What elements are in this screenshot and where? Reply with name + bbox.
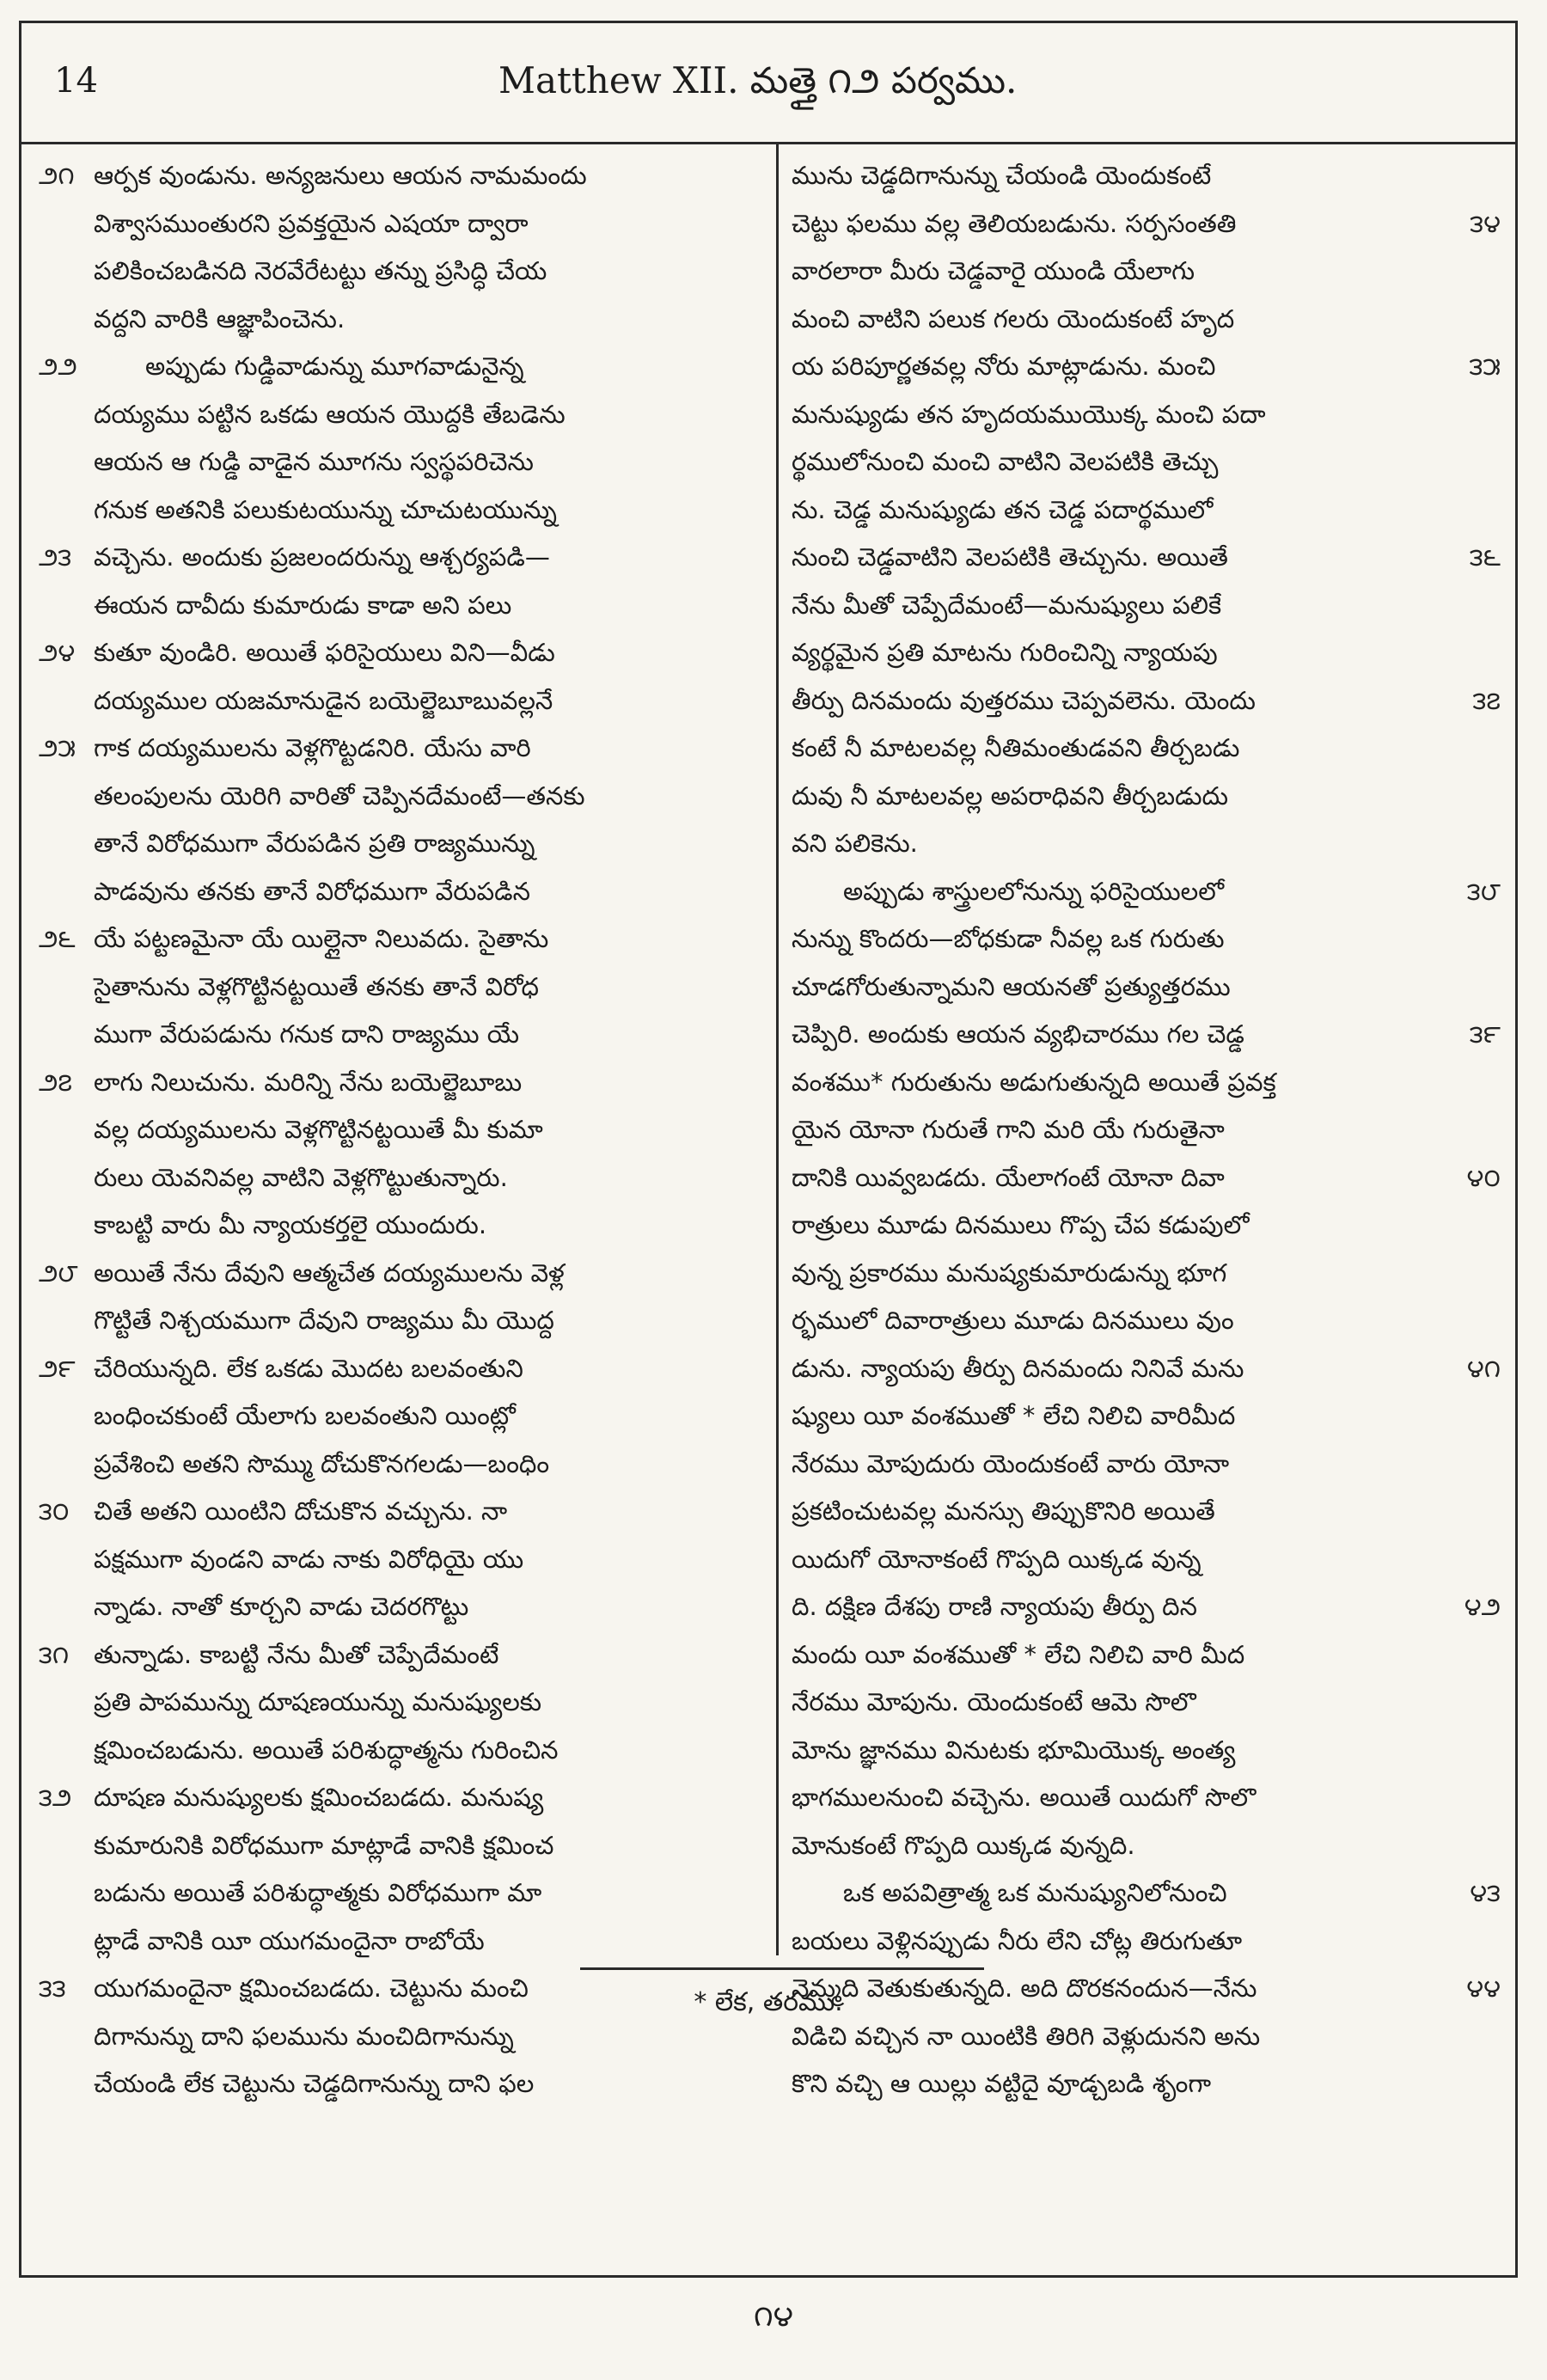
verse-number: ౨౩: [39, 542, 72, 572]
line-text: చేయండి లేక చెట్టును చెడ్డదిగానున్ను దాని ఫల: [94, 2069, 535, 2098]
text-line: [39, 1536, 765, 1584]
text-line: [792, 391, 1501, 439]
line-text: అయితే నేను దేవుని ఆత్మచేత దయ్యములను వెళ్ల: [94, 1257, 565, 1288]
text-line: [39, 1631, 765, 1679]
line-text: వని పలికెను.: [792, 829, 918, 858]
text-line: [39, 248, 765, 296]
line-text: కుమారునికి విరోధముగా మాట్లాడే వానికి క్షమించ: [94, 1830, 554, 1860]
verse-number: ౨౫: [39, 733, 76, 762]
line-text: యే పట్టణమైనా యే యిల్లైనా నిలువదు. సైతాను: [94, 924, 549, 953]
text-line: [39, 438, 765, 486]
text-line: [792, 296, 1501, 344]
footnote-rule: [580, 1967, 984, 1970]
verse-number: ౩౧: [39, 1639, 70, 1669]
page-frame: [19, 21, 1518, 2278]
text-line: [39, 1392, 765, 1441]
line-text: చెప్పిరి. అందుకు ఆయన వ్యభిచారము గల చెడ్డ: [792, 1019, 1244, 1049]
text-line: [792, 486, 1501, 535]
text-line: [39, 1250, 765, 1298]
line-text: దిగానున్ను దాని ఫలమును మంచిదిగానున్ను: [94, 2021, 514, 2051]
line-text: నెమ్మది వెతుకుతున్నది. అది దొరకనందున—నేను: [792, 1973, 1257, 2003]
verse-number: ౩౮: [1466, 876, 1501, 906]
line-text: మనుష్యుడు తన హృదయముయొక్క మంచి పదా: [792, 399, 1266, 429]
text-line: [39, 820, 765, 868]
text-line: [792, 725, 1501, 773]
text-line: [39, 1727, 765, 1775]
running-header: [21, 23, 1515, 144]
text-line: [39, 2060, 765, 2108]
line-text: మోను జ్ఞానము వినుటకు భూమియొక్క అంత్య: [792, 1735, 1236, 1765]
verse-number: ౩౦: [39, 1496, 70, 1526]
line-text: కంటే నీ మాటలవల్ల నీతిమంతుడవని తీర్చబడు: [792, 733, 1240, 762]
line-text: సైతానును వెళ్లగొట్టినట్టయితే తనకు తానే విరోధ: [94, 971, 539, 1001]
verse-number: ౪౧: [1466, 1353, 1501, 1383]
text-line: [39, 1488, 765, 1536]
text-line: [792, 773, 1501, 821]
text-line: [792, 152, 1501, 200]
verse-number: ౪౪: [1466, 1973, 1501, 2003]
text-line: [792, 1154, 1501, 1202]
line-text: తున్నాడు. కాబట్టి నేను మీతో చెప్పేదేమంటే: [94, 1639, 499, 1669]
line-text: దువు నీ మాటలవల్ల అపరాధివని తీర్చబడుదు: [792, 780, 1229, 811]
line-text: గొట్టితే నిశ్చయముగా దేవుని రాజ్యము మీ యొద్ద: [94, 1306, 554, 1335]
line-text: న్నాడు. నాతో కూర్చని వాడు చెదరగొట్టు: [94, 1592, 469, 1621]
text-line: [39, 1822, 765, 1870]
line-text: వ్యర్థమైన ప్రతి మాటను గురించిన్ని న్యాయపు: [792, 638, 1218, 667]
text-line: [39, 1059, 765, 1107]
text-line: [792, 820, 1501, 868]
line-text: క్షమించబడును. అయితే పరిశుద్ధాత్మను గురించిన: [94, 1735, 559, 1765]
text-line: [39, 534, 765, 582]
line-text: కాబట్టి వారు మీ న్యాయకర్తలై యుందురు.: [94, 1210, 487, 1239]
line-text: ర్థములోనుంచి మంచి వాటిని వెలపటికి తెచ్చు: [792, 447, 1219, 476]
line-text: నున్ను కొందరు—బోధకుడా నీవల్ల ఒక గురుతు: [792, 924, 1225, 953]
text-line: [792, 582, 1501, 630]
line-text: ర్భములో దివారాత్రులు మూడు దినములు వుం: [792, 1306, 1234, 1335]
verse-number: ౨౧: [39, 161, 75, 190]
line-text: యుగమందైనా క్షమించబడదు. చెట్టును మంచి: [94, 1973, 529, 2003]
text-line: [792, 1059, 1501, 1107]
text-line: [792, 343, 1501, 391]
line-text: యిదుగో యోనాకంటే గొప్పది యిక్కడ వున్న: [792, 1544, 1202, 1574]
verse-number: ౪౩: [1470, 1878, 1501, 1907]
text-line: [792, 1392, 1501, 1441]
line-text: మందు యీ వంశముతో * లేచి నిలిచి వారి మీద: [792, 1639, 1245, 1669]
text-line: [792, 248, 1501, 296]
footnote: * లేక, తరము.: [694, 1987, 843, 2017]
line-text: వద్దని వారికి ఆజ్ఞాపించెను.: [94, 303, 345, 333]
line-text: వచ్చెను. అందుకు ప్రజలందరున్ను ఆశ్చర్యపడి—: [94, 542, 550, 572]
page-number: 14: [54, 61, 98, 101]
line-text: గాక దయ్యములను వెళ్లగొట్టడనిరి. యేసు వారి: [94, 733, 531, 762]
text-line: [39, 1918, 765, 1966]
line-text: విశ్వాసముంతురని ప్రవక్తయైన ఎషయా ద్వారా: [94, 208, 529, 238]
line-text: వారలారా మీరు చెడ్డవారై యుండి యేలాగు: [792, 256, 1195, 285]
line-text: ష్యులు యీ వంశముతో * లేచి నిలిచి వారిమీద: [792, 1401, 1236, 1430]
line-text: చితే అతని యింటిని దోచుకొన వచ్చును. నా: [94, 1496, 508, 1526]
line-text: అప్పుడు శాస్త్రులలోనున్ను ఫరిసైయులలో: [843, 876, 1225, 906]
line-text: య పరిపూర్ణతవల్ల నోరు మాట్లాడును. మంచి: [792, 352, 1216, 381]
text-line: [39, 1297, 765, 1345]
verse-number: ౨౮: [39, 1257, 78, 1288]
text-line: [39, 629, 765, 677]
text-line: [792, 1583, 1501, 1631]
verse-number: ౩౪: [1470, 208, 1501, 238]
text-line: [39, 296, 765, 344]
line-text: గనుక అతనికి పలుకుటయున్ను చూచుటయున్ను: [94, 494, 557, 524]
text-line: [39, 582, 765, 630]
verse-number: ౩౨: [39, 1783, 72, 1812]
line-text: ప్రతి పాపమున్ను దూషణయున్ను మనుష్యులకు: [94, 1687, 541, 1716]
line-text: బడును అయితే పరిశుద్ధాత్మకు విరోధముగా మా: [94, 1878, 542, 1907]
line-text: మంచి వాటిని పలుక గలరు యెందుకంటే హృద: [792, 303, 1235, 333]
text-line: [39, 200, 765, 248]
verse-number: ౨౪: [39, 638, 76, 667]
line-text: నేరము మోపుదురు యెందుకంటే వారు యోనా: [792, 1448, 1230, 1478]
line-text: బయలు వెళ్లినప్పుడు నీరు లేని చోట్ల తిరుగుతూ: [792, 1925, 1243, 1955]
line-text: ది. దక్షిణ దేశపు రాణి న్యాయపు తీర్పు దిన: [792, 1592, 1197, 1621]
line-text: తానే విరోధముగా వేరుపడిన ప్రతి రాజ్యమున్ను: [94, 829, 535, 858]
verse-number: ౩౬: [1469, 542, 1501, 572]
line-text: పలికించబడినది నెరవేరేటట్టు తన్ను ప్రసిద్ధి చేయ: [94, 256, 547, 285]
verse-number: ౩౭: [1472, 685, 1501, 715]
text-line: [39, 1869, 765, 1918]
text-line: [792, 1106, 1501, 1154]
line-text: ఆర్పక వుండును. అన్యజనులు ఆయన నామమందు: [94, 161, 587, 190]
line-text: భాగములనుంచి వచ్చెను. అయితే యిదుగో సొలొ: [792, 1783, 1257, 1812]
line-text: పాడవును తనకు తానే విరోధముగా వేరుపడిన: [94, 876, 530, 906]
verse-number: ౩౫: [1469, 352, 1501, 381]
verse-number: ౪౨: [1464, 1592, 1501, 1621]
text-line: [39, 773, 765, 821]
text-line: [39, 1441, 765, 1489]
right-column: [792, 152, 1501, 2098]
text-line: [39, 1345, 765, 1393]
line-text: కుతూ వుండిరి. అయితే ఫరిసైయులు విని—వీడు: [94, 638, 555, 667]
left-column: [39, 152, 765, 2098]
text-line: [39, 1583, 765, 1631]
line-text: పక్షముగా వుండని వాడు నాకు విరోధియై యు: [94, 1544, 524, 1574]
line-text: వంశము* గురుతును అడుగుతున్నది అయితే ప్రవక్త: [792, 1067, 1276, 1097]
text-line: [39, 152, 765, 200]
text-line: [39, 486, 765, 535]
line-text: నేను మీతో చెప్పేదేమంటే—మనుష్యులు పలికే: [792, 590, 1222, 620]
text-line: [792, 1250, 1501, 1298]
column-divider: [776, 142, 779, 1955]
text-line: [792, 1441, 1501, 1489]
text-line: [792, 438, 1501, 486]
line-text: నేరము మోపును. యెందుకంటే ఆమె సొలొ: [792, 1687, 1196, 1716]
line-text: అప్పుడు గుడ్డివాడున్ను మూగవాడునైన్న: [145, 352, 524, 381]
text-line: [39, 964, 765, 1012]
text-line: [39, 391, 765, 439]
line-text: ఒక అపవిత్రాత్మ ఒక మనుష్యునిలోనుంచి: [843, 1878, 1227, 1907]
text-line: [792, 1869, 1501, 1918]
header-title: Matthew XII. మత్తై ౧౨ పర్వము.: [498, 59, 1018, 101]
text-line: [792, 1774, 1501, 1822]
verse-number: ౪౦: [1466, 1162, 1501, 1192]
text-line: [792, 1679, 1501, 1727]
verse-number: ౩౯: [1469, 1019, 1501, 1049]
line-text: ప్రకటించుటవల్ల మనస్సు తిప్పుకొనిరి అయితే: [792, 1496, 1215, 1526]
text-line: [792, 915, 1501, 964]
line-text: చేరియున్నది. లేక ఒకడు మొదట బలవంతుని: [94, 1353, 523, 1383]
text-line: [792, 1011, 1501, 1059]
line-text: తలంపులను యెరిగి వారితో చెప్పినదేమంటే—తనకు: [94, 780, 585, 811]
text-line: [792, 1488, 1501, 1536]
text-line: [39, 1011, 765, 1059]
text-line: [792, 868, 1501, 916]
text-line: [792, 200, 1501, 248]
text-line: [792, 629, 1501, 677]
text-line: [792, 1536, 1501, 1584]
text-line: [39, 343, 765, 391]
line-text: వల్ల దయ్యములను వెళ్లగొట్టినట్టయితే మీ కుమా: [94, 1115, 543, 1144]
text-line: [792, 1918, 1501, 1966]
line-text: దానికి యివ్వబడదు. యేలాగంటే యోనా దివా: [792, 1162, 1225, 1192]
line-text: ట్లాడే వానికి యీ యుగమందైనా రాబోయే: [94, 1925, 485, 1955]
line-text: ను. చెడ్డ మనుష్యుడు తన చెడ్డ పదార్థములో: [792, 494, 1214, 524]
text-line: [792, 534, 1501, 582]
line-text: కొని వచ్చి ఆ యిల్లు వట్టిదై వూడ్చబడి శృంగా: [792, 2069, 1212, 2098]
verse-number: ౨౯: [39, 1353, 76, 1383]
line-text: తీర్పు దినమందు వుత్తరము చెప్పవలెను. యెందు: [792, 685, 1256, 715]
text-line: [39, 1154, 765, 1202]
text-line: [792, 1727, 1501, 1775]
line-text: డును. న్యాయపు తీర్పు దినమందు నినివే మను: [792, 1353, 1244, 1383]
text-line: [39, 1106, 765, 1154]
line-text: దయ్యముల యజమానుడైన బయెల్జెబూబువల్లనే: [94, 685, 553, 715]
line-text: ప్రవేశించి అతని సొమ్ము దోచుకొనగలడు—బంధిం: [94, 1448, 550, 1478]
line-text: బంధించకుంటే యేలాగు బలవంతుని యింట్లో: [94, 1401, 516, 1430]
text-line: [792, 677, 1501, 725]
text-line: [39, 1774, 765, 1822]
text-line: [792, 1345, 1501, 1393]
text-line: [792, 2060, 1501, 2108]
text-line: [792, 964, 1501, 1012]
text-line: [39, 1202, 765, 1250]
line-text: ఆయన ఆ గుడ్డి వాడైన మూగను స్వస్థపరిచెను: [94, 447, 534, 476]
line-text: రులు యెవనివల్ల వాటిని వెళ్లగొట్టుతున్నారు.: [94, 1162, 508, 1192]
verse-number: ౨౨: [39, 352, 77, 381]
line-text: యైన యోనా గురుతే గాని మరి యే గురుతైనా: [792, 1115, 1225, 1144]
line-text: మును చెడ్డదిగానున్ను చేయండి యెందుకంటే: [792, 161, 1212, 190]
line-text: దూషణ మనుష్యులకు క్షమించబడదు. మనుష్య: [94, 1783, 544, 1812]
text-line: [39, 915, 765, 964]
line-text: చూడగోరుతున్నామని ఆయనతో ప్రత్యుత్తరము: [792, 971, 1231, 1001]
text-line: [39, 1679, 765, 1727]
verse-number: ౩౩: [39, 1973, 66, 2003]
text-line: [39, 868, 765, 916]
line-text: విడిచి వచ్చిన నా యింటికి తిరిగి వెళ్లుదునని అను: [792, 2021, 1261, 2051]
line-text: దయ్యము పట్టిన ఒకడు ఆయన యొద్దకి తేబడెను: [94, 399, 566, 429]
text-line: [792, 1202, 1501, 1250]
line-text: చెట్టు ఫలము వల్ల తెలియబడును. సర్పసంతతి: [792, 208, 1237, 238]
text-line: [792, 1822, 1501, 1870]
signature-number: ౧౪: [754, 2299, 793, 2334]
verse-number: ౨౭: [39, 1067, 73, 1097]
line-text: నుంచి చెడ్డవాటిని వెలపటికి తెచ్చును. అయితే: [792, 542, 1228, 572]
text-line: [792, 1631, 1501, 1679]
text-line: [39, 677, 765, 725]
line-text: రాత్రులు మూడు దినములు గొప్ప చేప కడుపులో: [792, 1210, 1250, 1239]
text-line: [39, 725, 765, 773]
verse-number: ౨౬: [39, 924, 76, 953]
line-text: లాగు నిలుచును. మరిన్ని నేను బయెల్జెబూబు: [94, 1067, 523, 1097]
line-text: ఈయన దావీదు కుమారుడు కాడా అని పలు: [94, 590, 512, 620]
text-line: [792, 1297, 1501, 1345]
line-text: మోనుకంటే గొప్పది యిక్కడ వున్నది.: [792, 1830, 1135, 1860]
line-text: వున్న ప్రకారము మనుష్యకుమారుడున్ను భూగ: [792, 1257, 1227, 1288]
line-text: ముగా వేరుపడును గనుక దాని రాజ్యము యే: [94, 1019, 520, 1049]
